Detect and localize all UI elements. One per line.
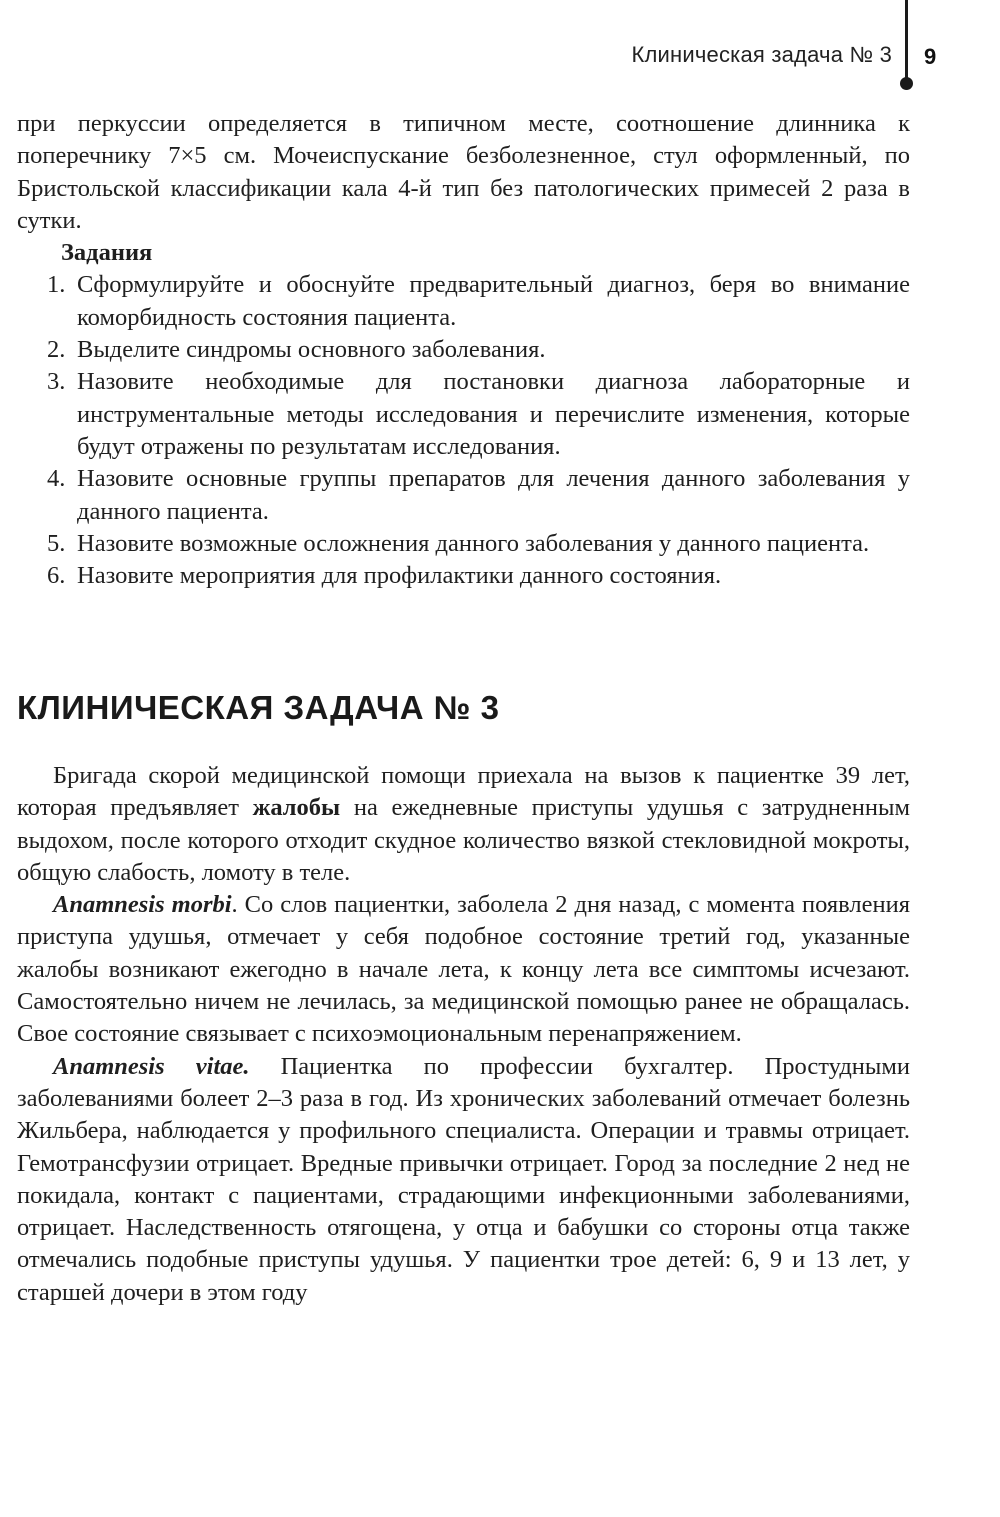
task-text: Назовите мероприятия для профилактики данного состояния. (77, 562, 722, 590)
continuation-paragraph: при перкуссии определяется в типичном месте, соотношение длинника к поперечнику 7×5 см. Мочеиспускание безболезненное, стул оформленный, по Бристольской классификации кала 4-й тип без патологических примесей 2 раза в сутки. (17, 110, 910, 234)
anamnesis-morbi-paragraph (17, 889, 910, 1050)
task-text: Назовите возможные осложнения данного заболевания у данного пациента. (77, 529, 870, 557)
task-number: 1. (47, 271, 66, 299)
task-item (17, 269, 910, 334)
task-number: 3. (47, 368, 66, 396)
tasks-title: Задания (61, 239, 153, 267)
task-item (17, 528, 910, 560)
running-title: Клиническая задача № 3 (631, 42, 892, 67)
task-number: 6. (47, 562, 66, 590)
anamnesis-vitae-label: Anamnesis vitae. (53, 1052, 250, 1080)
task-number: 2. (47, 336, 66, 364)
header-divider (905, 0, 908, 80)
task-text: Выделите синдромы основного заболевания. (77, 336, 546, 364)
page-number: 9 (924, 44, 937, 69)
complaints-keyword: жалобы (252, 794, 341, 822)
anamnesis-morbi-label: Anamnesis morbi (53, 891, 232, 919)
task-item (17, 334, 910, 366)
task-text: Назовите основные группы препаратов для лечения данного заболевания у данного пациента. (77, 465, 910, 525)
anamnesis-vitae-paragraph (17, 1051, 910, 1309)
header-divider-dot (900, 77, 913, 90)
anamnesis-morbi-text: . Со слов пациентки, заболела 2 дня назад, с момента появления приступа удушья, отмечает у себя подобное состояние третий год, указанные жалобы возникают ежегодно в начале лета, к концу лета все симптомы исчезают. Самостоятельно ничем не лечилась, за медицинской помощью ранее не обращалась. Свое состояние связывает с психоэмоциональным перенапряжением. (17, 891, 910, 1048)
task-list (17, 269, 910, 592)
task-item (17, 366, 910, 463)
task-item (17, 463, 910, 528)
task-number: 5. (47, 529, 66, 557)
anamnesis-vitae-text: Пациентка по профессии бухгалтер. Простудными заболеваниями болеет 2–3 раза в год. Из хронических заболеваний отмечает болезнь Жильбера, наблюдается у профильного специалиста. Операции и травмы отрицает. Гемотрансфузии отрицает. Вредные привычки отрицает. Город за последние 2 нед не покидала, контакт с пациентами, страдающими инфекционными заболеваниями, отрицает. Наследственность отягощена, у отца и бабушки со стороны отца также отмечались подобные приступы удушья. У пациентки трое детей: 6, 9 и 13 лет, у старшей дочери в этом году (17, 1052, 910, 1306)
section-heading: КЛИНИЧЕСКАЯ ЗАДАЧА № 3 (17, 689, 500, 726)
task-text: Назовите необходимые для постановки диагноза лабораторные и инструментальные методы исследования и перечислите изменения, которые будут отражены по результатам исследования. (77, 368, 910, 460)
previous-case-block (17, 108, 910, 592)
task-number: 4. (47, 465, 66, 493)
complaints-intro: Бригада скорой медицинской помощи приехала на вызов к пациентке 39 лет, которая предъявляет (17, 762, 910, 822)
task-text: Сформулируйте и обоснуйте предварительный диагноз, беря во внимание коморбидность состояния пациента. (77, 271, 910, 331)
complaints-paragraph (17, 760, 910, 889)
task-item (17, 560, 910, 592)
case-body (17, 760, 910, 1309)
complaints-details: на ежедневные приступы удушья с затрудненным выдохом, после которого отходит скудное количество вязкой стекловидной мокроты, общую слабость, ломоту в теле. (17, 794, 910, 886)
